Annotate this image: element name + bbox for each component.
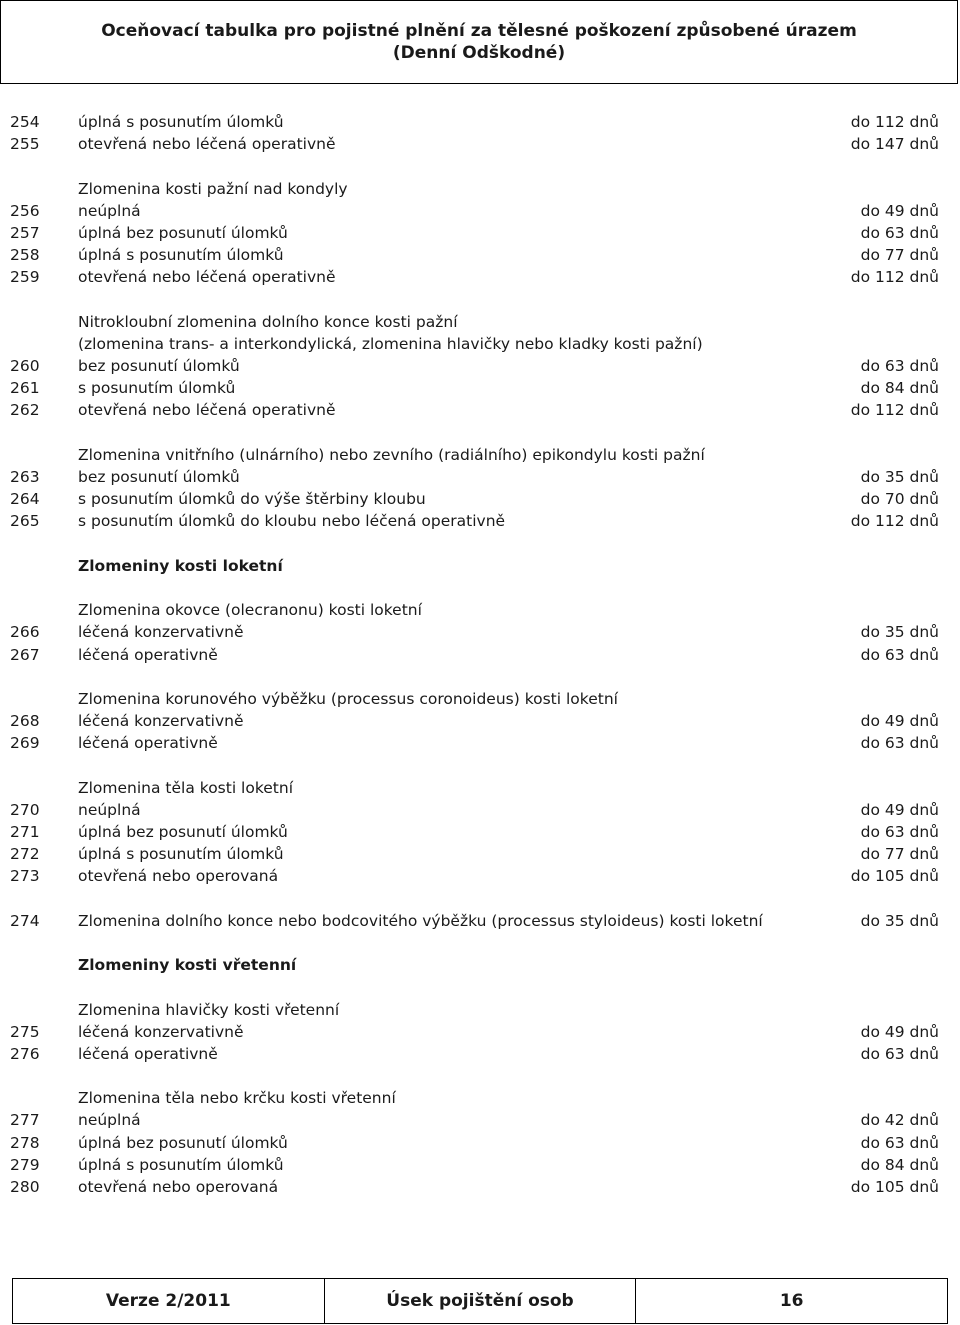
document-header: [0, 0, 958, 84]
item-description: léčená konzervativně: [78, 712, 244, 731]
item-description: úplná s posunutím úlomků: [78, 113, 284, 131]
item-number: 270: [10, 800, 40, 819]
subsection-heading: [0, 178, 960, 200]
item-number: 260: [10, 357, 40, 376]
item-number: 271: [10, 823, 40, 841]
subsection-heading: [0, 599, 960, 621]
header-title-line2: (Denní Odškodné): [392, 43, 566, 63]
item-description: Zlomenina těla nebo krčku kosti vřetenní: [78, 1089, 396, 1108]
subsection-heading: [0, 999, 960, 1021]
table-row: [0, 266, 960, 288]
item-duration: do 63 dnů: [860, 357, 939, 376]
item-description: úplná s posunutím úlomků: [78, 246, 284, 265]
item-duration: do 63 dnů: [860, 1133, 939, 1152]
item-number: 257: [10, 223, 40, 242]
row-spacer: [0, 289, 960, 311]
item-description: léčená operativně: [78, 734, 218, 753]
item-number: 268: [10, 712, 40, 731]
table-row: [0, 1109, 960, 1131]
item-duration: do 112 dnů: [850, 268, 939, 287]
item-duration: do 77 dnů: [860, 845, 939, 864]
section-heading: [0, 555, 960, 577]
table-row: [0, 843, 960, 865]
item-number: 255: [10, 135, 40, 154]
item-description: Zlomeniny kosti vřetenní: [78, 956, 297, 975]
item-description: Zlomenina kosti pažní nad kondyly: [78, 179, 348, 198]
table-row: [0, 399, 960, 421]
item-duration: do 63 dnů: [860, 734, 939, 753]
item-description: neúplná: [78, 201, 141, 220]
item-description: s posunutím úlomků do výše štěrbiny kloubu: [78, 490, 426, 509]
table-row: [0, 621, 960, 643]
item-number: 263: [10, 468, 40, 486]
item-description: Zlomenina korunového výběžku (processus coronoideus) kosti loketní: [78, 689, 618, 708]
table-row: [0, 1043, 960, 1065]
item-number: 274: [10, 911, 40, 930]
item-description: otevřená nebo operovaná: [78, 867, 279, 886]
table-row: [0, 1021, 960, 1043]
item-description: Nitrokloubní zlomenina dolního konce kosti pažní: [78, 312, 458, 331]
footer-department: Úsek pojištění osob: [325, 1279, 637, 1323]
item-description: Zlomeniny kosti loketní: [78, 556, 283, 575]
item-description: léčená konzervativně: [78, 1022, 244, 1041]
section-heading: [0, 954, 960, 976]
item-description: léčená operativně: [78, 1044, 218, 1063]
item-description: s posunutím úlomků do kloubu nebo léčená operativně: [78, 512, 506, 531]
table-row: [0, 1176, 960, 1198]
item-number: 273: [10, 867, 40, 886]
item-description: bez posunutí úlomků: [78, 357, 240, 376]
item-number: 254: [10, 113, 40, 131]
item-duration: do 49 dnů: [860, 201, 939, 220]
item-duration: do 70 dnů: [860, 490, 939, 509]
row-spacer: [0, 155, 960, 177]
item-description: Zlomenina okovce (olecranonu) kosti loketní: [78, 601, 422, 620]
item-duration: do 77 dnů: [860, 246, 939, 265]
table-row: [0, 488, 960, 510]
table-row: [0, 821, 960, 843]
footer-page-number: 16: [779, 1291, 804, 1311]
row-spacer: [0, 422, 960, 444]
item-number: 269: [10, 734, 40, 753]
item-duration: do 49 dnů: [860, 800, 939, 819]
item-duration: do 105 dnů: [850, 867, 939, 886]
item-duration: do 112 dnů: [850, 113, 939, 131]
item-description: Zlomenina vnitřního (ulnárního) nebo zevního (radiálního) epikondylu kosti pažní: [78, 445, 705, 464]
item-description: bez posunutí úlomků: [78, 468, 240, 486]
item-description: úplná bez posunutí úlomků: [78, 223, 288, 242]
item-description: neúplná: [78, 1111, 141, 1130]
item-number: 259: [10, 268, 40, 287]
item-description: otevřená nebo operovaná: [78, 1178, 279, 1196]
table-row: [0, 200, 960, 222]
item-description: úplná s posunutím úlomků: [78, 845, 284, 864]
item-number: 262: [10, 401, 40, 420]
item-duration: do 112 dnů: [850, 512, 939, 531]
item-duration: do 42 dnů: [860, 1111, 939, 1130]
row-spacer: [0, 976, 960, 998]
table-row: [0, 510, 960, 532]
subsection-heading: [0, 444, 960, 466]
subsection-heading: [0, 1087, 960, 1109]
table-row: [0, 466, 960, 488]
item-duration: do 49 dnů: [860, 712, 939, 731]
item-duration: do 84 dnů: [860, 379, 939, 398]
row-spacer: [0, 932, 960, 954]
item-description: léčená konzervativně: [78, 623, 244, 642]
table-row: [0, 710, 960, 732]
item-number: 258: [10, 246, 40, 265]
footer-version: Verze 2/2011: [13, 1279, 325, 1323]
item-number: 275: [10, 1022, 40, 1041]
item-description: (zlomenina trans- a interkondylická, zlomenina hlavičky nebo kladky kosti pažní): [78, 334, 703, 353]
item-description: Zlomenina dolního konce nebo bodcovitého výběžku (processus styloideus) kosti loketní: [78, 911, 763, 930]
item-number: 264: [10, 490, 40, 509]
item-description: úplná s posunutím úlomků: [78, 1155, 284, 1174]
table-row: [0, 732, 960, 754]
item-description: Zlomenina hlavičky kosti vřetenní: [78, 1000, 340, 1019]
item-duration: do 63 dnů: [860, 223, 939, 242]
item-duration: do 63 dnů: [860, 823, 939, 841]
subsection-heading: [0, 311, 960, 333]
row-spacer: [0, 754, 960, 776]
item-description: léčená operativně: [78, 645, 218, 664]
header-title-line1: Oceňovací tabulka pro pojistné plnění za tělesné poškození způsobené úrazem: [101, 21, 857, 41]
item-duration: do 35 dnů: [860, 468, 939, 486]
table-row: [0, 222, 960, 244]
item-duration: do 49 dnů: [860, 1022, 939, 1041]
row-spacer: [0, 888, 960, 910]
item-description: Zlomenina těla kosti loketní: [78, 778, 294, 797]
item-number: 265: [10, 512, 40, 531]
table-row: [0, 355, 960, 377]
table-row: [0, 244, 960, 266]
table-row: [0, 377, 960, 399]
item-duration: do 84 dnů: [860, 1155, 939, 1174]
injury-table: [0, 111, 960, 1198]
item-number: 267: [10, 645, 40, 664]
item-number: 276: [10, 1044, 40, 1063]
item-duration: do 63 dnů: [860, 645, 939, 664]
subsection-heading: [0, 688, 960, 710]
item-description: otevřená nebo léčená operativně: [78, 268, 336, 287]
item-duration: do 105 dnů: [850, 1178, 939, 1196]
item-number: 280: [10, 1178, 40, 1196]
item-number: 256: [10, 201, 40, 220]
item-duration: do 35 dnů: [860, 911, 939, 930]
item-number: 279: [10, 1155, 40, 1174]
subsection-heading: [0, 777, 960, 799]
item-description: s posunutím úlomků: [78, 379, 236, 398]
row-spacer: [0, 1065, 960, 1087]
item-description: neúplná: [78, 800, 141, 819]
item-duration: do 63 dnů: [860, 1044, 939, 1063]
item-duration: do 112 dnů: [850, 401, 939, 420]
row-spacer: [0, 577, 960, 599]
row-spacer: [0, 666, 960, 688]
item-duration: do 147 dnů: [850, 135, 939, 154]
table-row: [0, 644, 960, 666]
row-spacer: [0, 533, 960, 555]
table-row: [0, 910, 960, 932]
item-description: otevřená nebo léčená operativně: [78, 135, 336, 154]
item-description: otevřená nebo léčená operativně: [78, 401, 336, 420]
table-row: [0, 1132, 960, 1154]
item-duration: do 35 dnů: [860, 623, 939, 642]
item-number: 261: [10, 379, 40, 398]
table-row: [0, 865, 960, 887]
table-row: [0, 111, 960, 133]
item-number: 278: [10, 1133, 40, 1152]
table-row: [0, 1154, 960, 1176]
table-row: [0, 799, 960, 821]
item-description: úplná bez posunutí úlomků: [78, 1133, 288, 1152]
subsection-heading: [0, 333, 960, 355]
item-number: 272: [10, 845, 40, 864]
item-number: 277: [10, 1111, 40, 1130]
table-row: [0, 133, 960, 155]
item-number: 266: [10, 623, 40, 642]
document-footer: [12, 1278, 948, 1324]
item-description: úplná bez posunutí úlomků: [78, 823, 288, 841]
